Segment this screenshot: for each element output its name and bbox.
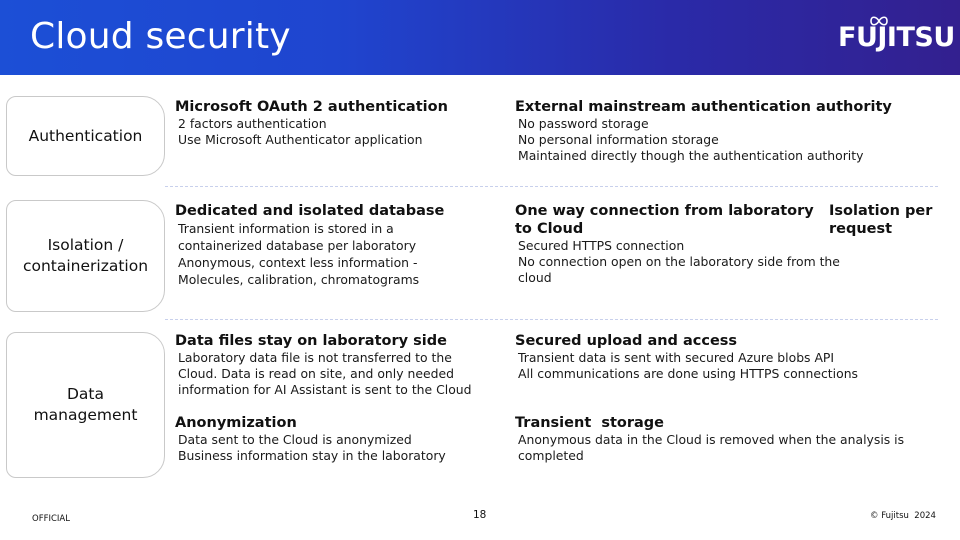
description-line: containerized database per laboratory	[178, 238, 417, 253]
description-line: All communications are done using HTTPS connections	[518, 366, 858, 381]
category-card-data-management	[6, 332, 165, 478]
description-line: information for AI Assistant is sent to the Cloud	[178, 382, 472, 397]
feature-block-isolation-per-request	[829, 202, 939, 238]
feature-heading: Anonymization	[175, 415, 297, 431]
feature-description	[515, 116, 935, 164]
feature-heading-line: One way connection from laboratory	[515, 203, 814, 219]
page-number: 18	[473, 509, 487, 521]
classification-label: OFFICIAL	[32, 514, 70, 524]
title-banner	[0, 0, 960, 75]
description-line: Use Microsoft Authenticator application	[178, 132, 423, 147]
category-label	[34, 384, 138, 426]
copyright: © Fujitsu 2024	[870, 511, 936, 521]
category-label-line: containerization	[22, 257, 149, 275]
feature-block-transient-storage	[515, 414, 935, 464]
description-line: completed	[518, 448, 584, 463]
feature-heading-line: to Cloud	[515, 221, 584, 237]
description-line: No password storage	[518, 116, 649, 131]
feature-heading	[515, 202, 825, 238]
description-line: Molecules, calibration, chromatograms	[178, 272, 420, 287]
category-card-authentication	[6, 96, 165, 176]
feature-heading: Microsoft OAuth 2 authentication	[175, 99, 448, 115]
category-label-line: Isolation /	[47, 236, 124, 254]
feature-heading-line: request	[829, 221, 893, 237]
feature-block-one-way-connection	[515, 202, 840, 286]
feature-description	[175, 220, 505, 288]
category-label: Authentication	[28, 126, 143, 145]
feature-heading-line: Isolation per	[829, 203, 933, 219]
feature-heading: External mainstream authentication authority	[515, 99, 892, 115]
description-line: Maintained directly though the authentication authority	[518, 148, 864, 163]
feature-description	[515, 432, 935, 464]
description-line: Secured HTTPS connection	[518, 238, 685, 253]
row-divider	[165, 186, 938, 187]
description-line: Laboratory data file is not transferred to the	[178, 350, 452, 365]
feature-block-isolated-database	[175, 202, 505, 288]
description-line: Business information stay in the laboratory	[178, 448, 446, 463]
feature-description	[175, 432, 505, 464]
feature-heading: Transient storage	[515, 415, 665, 431]
page-title: Cloud security	[30, 16, 291, 57]
category-label	[23, 235, 148, 277]
row-divider	[165, 319, 938, 320]
category-card-isolation	[6, 200, 165, 312]
category-label-line: Data	[66, 385, 104, 403]
feature-description	[515, 238, 840, 286]
feature-description	[515, 350, 935, 382]
feature-description	[175, 350, 505, 398]
feature-description	[175, 116, 505, 148]
feature-block-anonymization	[175, 414, 505, 464]
description-line: Anonymous data in the Cloud is removed when the analysis is	[518, 432, 905, 447]
description-line: Cloud. Data is read on site, and only needed	[178, 366, 454, 381]
description-line: Transient data is sent with secured Azure blobs API	[518, 350, 835, 365]
feature-heading: Dedicated and isolated database	[175, 203, 445, 219]
feature-block-external-authority	[515, 98, 935, 164]
feature-block-data-files-stay	[175, 332, 505, 398]
description-line: No personal information storage	[518, 132, 719, 147]
feature-heading: Data files stay on laboratory side	[175, 333, 447, 349]
category-label-line: management	[33, 406, 138, 424]
feature-block-oauth	[175, 98, 505, 148]
feature-heading: Secured upload and access	[515, 333, 738, 349]
description-line: Data sent to the Cloud is anonymized	[178, 432, 412, 447]
description-line: Transient information is stored in a	[178, 221, 394, 236]
feature-heading	[829, 202, 939, 238]
feature-block-secured-upload	[515, 332, 935, 382]
description-line: 2 factors authentication	[178, 116, 327, 131]
description-line: Anonymous, context less information -	[178, 255, 418, 270]
fujitsu-logo: FUJITSU	[838, 22, 955, 53]
description-line: No connection open on the laboratory side from the	[518, 254, 840, 269]
description-line: cloud	[518, 270, 552, 285]
